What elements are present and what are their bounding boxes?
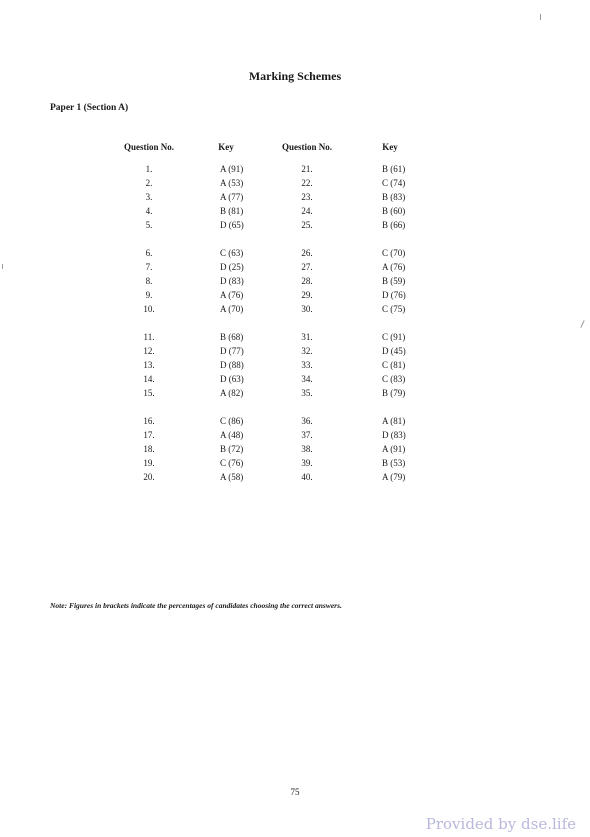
key-cell: A (81) [382,416,406,426]
key-cell: D (83) [220,276,244,286]
answer-key-table [112,141,432,484]
table-row [112,302,432,316]
question-number-cell: 20. [143,472,155,482]
question-number-cell: 7. [145,262,153,272]
scan-speck [540,14,541,20]
question-number-cell: 26. [301,248,313,258]
key-cell: A (77) [220,192,244,202]
table-row [112,442,432,456]
table-row [112,470,432,484]
question-number-cell: 10. [143,304,155,314]
question-number-cell: 40. [301,472,313,482]
key-cell: A (48) [220,430,244,440]
key-cell: D (88) [220,360,244,370]
spacer-cell [112,232,432,246]
question-number-cell: 17. [143,430,155,440]
question-number-cell: 12. [143,346,155,356]
header-key-2: Key [382,142,398,152]
key-cell: A (70) [220,304,244,314]
question-number-cell: 29. [301,290,313,300]
key-cell: B (79) [382,388,406,398]
key-cell: B (68) [220,332,244,342]
table-row [112,456,432,470]
question-number-cell: 25. [301,220,313,230]
table-row [112,330,432,344]
question-number-cell: 15. [143,388,155,398]
question-number-cell: 34. [301,374,313,384]
table-row [112,274,432,288]
question-number-cell: 24. [301,206,313,216]
key-cell: B (83) [382,192,406,202]
footnote: Note: Figures in brackets indicate the percentages of candidates choosing the correct answers. [50,601,342,610]
answer-key-body [112,162,432,484]
key-cell: C (83) [382,374,406,384]
table-header-row [112,141,432,162]
key-cell: C (86) [220,416,244,426]
table-row [112,204,432,218]
key-cell: B (61) [382,164,406,174]
key-cell: C (74) [382,178,406,188]
table-row [112,246,432,260]
question-number-cell: 3. [145,192,153,202]
key-cell: D (45) [382,346,406,356]
question-number-cell: 11. [143,332,155,342]
question-number-cell: 2. [145,178,153,188]
key-cell: A (53) [220,178,244,188]
key-cell: D (77) [220,346,244,356]
question-number-cell: 39. [301,458,313,468]
key-cell: C (70) [382,248,406,258]
question-number-cell: 19. [143,458,155,468]
question-number-cell: 16. [143,416,155,426]
key-cell: B (66) [382,220,406,230]
table-row [112,218,432,232]
spacer-cell [112,400,432,414]
question-number-cell: 38. [301,444,313,454]
key-cell: B (81) [220,206,244,216]
header-key-1: Key [218,142,234,152]
group-spacer [112,232,432,246]
table-row [112,386,432,400]
key-cell: D (65) [220,220,244,230]
header-question-no-2: Question No. [281,142,332,152]
watermark-text: Provided by dse.life [425,815,576,833]
key-cell: D (63) [220,374,244,384]
question-number-cell: 28. [301,276,313,286]
question-number-cell: 4. [145,206,153,216]
question-number-cell: 30. [301,304,313,314]
key-cell: A (91) [220,164,244,174]
question-number-cell: 14. [143,374,155,384]
key-cell: B (53) [382,458,406,468]
group-spacer [112,316,432,330]
key-cell: A (82) [220,388,244,398]
question-number-cell: 33. [301,360,313,370]
key-cell: B (72) [220,444,244,454]
table-row [112,372,432,386]
section-heading: Paper 1 (Section A) [50,103,129,113]
table-row [112,162,432,176]
question-number-cell: 9. [145,290,153,300]
key-cell: A (76) [220,290,244,300]
scan-speck [2,264,3,269]
page-number: 75 [290,787,300,797]
key-cell: B (59) [382,276,406,286]
scan-speck [580,320,584,328]
table-row [112,428,432,442]
question-number-cell: 37. [301,430,313,440]
key-cell: C (76) [220,458,244,468]
key-cell: D (76) [382,290,406,300]
question-number-cell: 5. [145,220,153,230]
spacer-cell [112,316,432,330]
key-cell: A (58) [220,472,244,482]
table-row [112,288,432,302]
key-cell: C (63) [220,248,244,258]
key-cell: C (91) [382,332,406,342]
key-cell: D (83) [382,430,406,440]
table-row [112,176,432,190]
key-cell: B (60) [382,206,406,216]
key-cell: D (25) [220,262,244,272]
key-cell: C (75) [382,304,406,314]
table-row [112,190,432,204]
question-number-cell: 36. [301,416,313,426]
table-row [112,414,432,428]
key-cell: A (76) [382,262,406,272]
table-row [112,358,432,372]
key-cell: C (81) [382,360,406,370]
question-number-cell: 18. [143,444,155,454]
question-number-cell: 22. [301,178,313,188]
question-number-cell: 27. [301,262,313,272]
header-question-no-1: Question No. [123,142,174,152]
question-number-cell: 21. [301,164,313,174]
group-spacer [112,400,432,414]
question-number-cell: 31. [301,332,313,342]
key-cell: A (91) [382,444,406,454]
question-number-cell: 35. [301,388,313,398]
question-number-cell: 6. [145,248,153,258]
question-number-cell: 23. [301,192,313,202]
question-number-cell: 32. [301,346,313,356]
table-row [112,260,432,274]
key-cell: A (79) [382,472,406,482]
table-row [112,344,432,358]
question-number-cell: 8. [145,276,153,286]
question-number-cell: 1. [145,164,153,174]
page-title: Marking Schemes [248,69,342,83]
question-number-cell: 13. [143,360,155,370]
